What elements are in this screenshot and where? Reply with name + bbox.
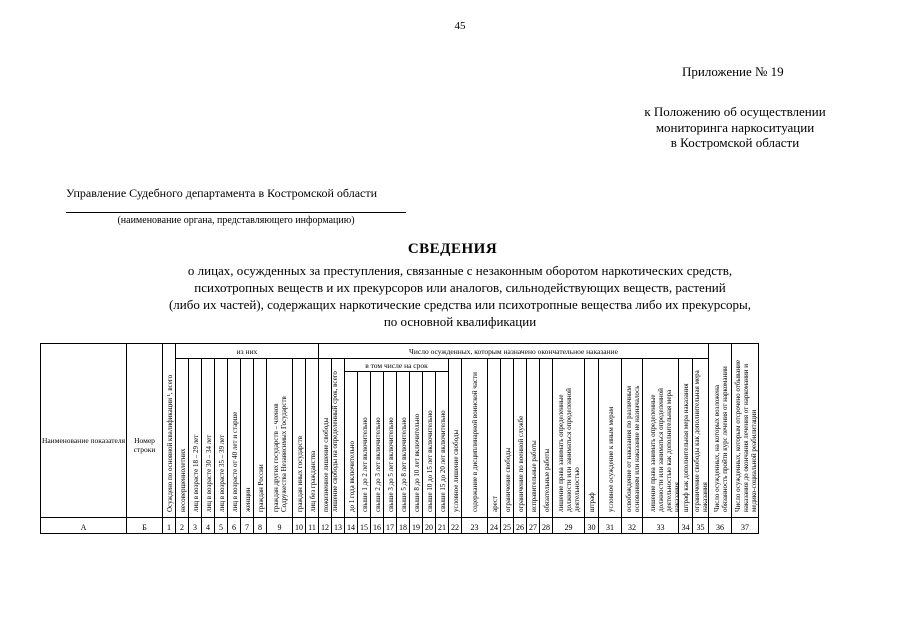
appendix-line-3: в Костромской области (670, 135, 800, 150)
header-col-9 (266, 358, 293, 518)
header-col-27 (526, 358, 540, 518)
footer-col-number: 2 (180, 523, 184, 532)
footer-col-number: 7 (245, 523, 249, 532)
subtitle-line-2: психотропных веществ и их прекурсоров или аналогов, сильнодействующих веществ, растений (194, 280, 726, 295)
footer-col-number: 11 (308, 523, 316, 532)
footer-col-number: 13 (334, 523, 342, 532)
header-col-37-label: Число осужденных, которым отсрочено отбывание наказания до окончания лечения от наркомании и медико-социальной реабилитации (733, 360, 758, 512)
footer-col-number: 32 (628, 523, 636, 532)
footer-col-number: 3 (193, 523, 197, 532)
footer-col-number: 27 (529, 523, 537, 532)
header-col-6-label: лиц в возрасте от 40 лет и старше (230, 411, 239, 512)
footer-col-26 (513, 517, 527, 534)
footer-col-31 (598, 517, 622, 534)
footer-col-16 (370, 517, 384, 534)
subtitle-line-3: (либо их частей), содержащих наркотические средства или психотропные вещества либо их прекурсоры, (168, 297, 752, 312)
header-col-8 (253, 358, 267, 518)
header-col-11-label: лиц без гражданства (308, 450, 317, 512)
footer-col-5 (214, 517, 228, 534)
footer-col-24 (487, 517, 501, 534)
header-col-23 (461, 358, 488, 518)
header-col-17 (383, 371, 397, 518)
group-of-them-label: из них (236, 347, 258, 356)
report-title: СВЕДЕНИЯ (407, 241, 498, 257)
footer-col-9 (266, 517, 293, 534)
footer-col-29 (552, 517, 585, 534)
footer-label-b-text: Б (142, 523, 147, 532)
footer-col-number: 12 (321, 523, 329, 532)
header-col-14-label: до 1 года включительно (347, 440, 356, 512)
footer-col-number: 19 (412, 523, 420, 532)
header-col-12-label: пожизненное лишение свободы (321, 417, 330, 512)
footer-col-3 (188, 517, 202, 534)
footer-col-number: 36 (716, 523, 724, 532)
footer-col-13 (331, 517, 345, 534)
organization-caption: (наименование органа, представляющего информацию) (117, 215, 355, 226)
header-col-11 (305, 358, 319, 518)
footer-col-12 (318, 517, 332, 534)
header-col-8-label: граждан России (256, 464, 265, 512)
footer-col-32 (621, 517, 643, 534)
header-col-7 (240, 358, 254, 518)
footer-col-number: 16 (373, 523, 381, 532)
subtitle-line-4: по основной квалификации (383, 314, 537, 329)
footer-label-b (126, 517, 163, 534)
footer-col-number: 15 (360, 523, 368, 532)
footer-col-14 (344, 517, 358, 534)
footer-col-number: 24 (490, 523, 498, 532)
header-col-31 (598, 358, 622, 518)
footer-col-1 (162, 517, 176, 534)
header-col-13-label: лишение свободы на определенный срок, всего (330, 371, 339, 512)
header-col-3-label: лиц в возрасте 18 – 29 лет (191, 434, 200, 512)
header-col-33 (642, 358, 679, 518)
footer-col-11 (305, 517, 319, 534)
footer-col-8 (253, 517, 267, 534)
header-col-15 (357, 371, 371, 518)
header-col-29-label: лишение права занимать определенные должности или заниматься определенной деятельностью (557, 388, 581, 512)
appendix-title: Приложение № 19 (682, 64, 784, 79)
header-row-number-label: Номер строки (133, 436, 156, 454)
header-col-9-label: граждан других государств – членов Содружества Независимых Государств (272, 396, 288, 512)
footer-col-22 (448, 517, 462, 534)
header-col-37 (731, 343, 759, 518)
header-col-13 (331, 358, 345, 518)
header-col-27-label: исправительные работы (529, 440, 538, 512)
footer-col-37 (731, 517, 759, 534)
header-col-18 (396, 371, 410, 518)
footer-col-10 (292, 517, 306, 534)
appendix-reference (600, 104, 870, 151)
header-col-22-label: условное лишение свободы (451, 429, 460, 512)
header-col-30-label: штраф (588, 492, 596, 512)
appendix-line-1: к Положению об осуществлении (644, 104, 826, 119)
group-term (344, 358, 449, 372)
header-col-36-label: Число осужденных, на которых возложена обязанность пройти курс лечения от наркомании (712, 366, 729, 512)
header-col-21 (435, 371, 449, 518)
footer-col-6 (227, 517, 241, 534)
appendix-line-2: мониторинга наркоситуации (655, 119, 815, 135)
footer-col-number: 8 (258, 523, 262, 532)
footer-col-number: 18 (399, 523, 407, 532)
footer-col-18 (396, 517, 410, 534)
header-col-34-label: штраф как дополнительная мера наказания (682, 383, 690, 512)
header-col-4-label: лиц в возрасте 30 – 34 лет (204, 434, 213, 512)
header-col-32-label: освобождение от наказания по различным основаниям или наказание не назначалось (624, 385, 641, 512)
footer-col-28 (539, 517, 553, 534)
footer-col-number: 26 (516, 523, 524, 532)
footer-col-19 (409, 517, 423, 534)
footer-col-number: 20 (425, 523, 433, 532)
header-col-29 (552, 358, 585, 518)
footer-col-number: 29 (564, 523, 573, 532)
header-col-36 (708, 343, 732, 518)
footer-col-35 (692, 517, 709, 534)
header-col-32 (621, 358, 643, 518)
header-col-34 (678, 358, 693, 518)
header-col-10 (292, 358, 306, 518)
header-col-31-label: условное осуждение к иным мерам (606, 406, 615, 512)
header-col-6 (227, 358, 241, 518)
group-sentenced (318, 343, 709, 359)
footer-col-34 (678, 517, 693, 534)
footer-col-17 (383, 517, 397, 534)
header-indicator (40, 343, 127, 518)
header-col-3 (188, 358, 202, 518)
header-col-12 (318, 358, 332, 518)
header-col-21-label: свыше 15 до 20 лет включительно (438, 410, 447, 512)
header-col-25 (500, 358, 514, 518)
report-subtitle (90, 262, 830, 330)
page-number: 45 (454, 20, 466, 32)
header-col-33-label: лишение права занимать определенные должности или заниматься определенной деятельностью как дополнительная мера наказания (649, 388, 681, 512)
header-col-19-label: свыше 8 до 10 лет включительно (412, 413, 421, 512)
organization-name: Управление Судебного департамента в Костромской области (66, 186, 378, 200)
header-col-35-label: ограничение свободы как дополнительная мера наказания (693, 370, 709, 512)
header-col-16-label: свыше 2 до 3 лет включительно (373, 417, 382, 512)
header-col-15-label: свыше 1 до 2 лет включительно (360, 417, 369, 512)
header-col-25-label: ограничение свободы (503, 447, 512, 512)
footer-col-number: 23 (470, 523, 479, 532)
footer-col-number: 1 (167, 523, 171, 532)
header-col-26-label: ограничение по военной службе (516, 415, 525, 512)
footer-col-27 (526, 517, 540, 534)
footer-col-2 (175, 517, 189, 534)
header-col-2-label: несовершеннолетних (178, 448, 187, 512)
footer-col-number: 28 (542, 523, 550, 532)
header-col-22 (448, 358, 462, 518)
footer-col-33 (642, 517, 679, 534)
footer-col-number: 6 (232, 523, 236, 532)
footer-col-number: 9 (277, 523, 282, 532)
header-col-17-label: свыше 3 до 5 лет включительно (386, 417, 395, 512)
group-term-label: в том числе на срок (365, 361, 428, 370)
header-col-5 (214, 358, 228, 518)
footer-col-number: 31 (606, 523, 614, 532)
footer-col-21 (435, 517, 449, 534)
footer-col-number: 14 (347, 523, 355, 532)
footer-col-number: 10 (295, 523, 303, 532)
footer-col-20 (422, 517, 436, 534)
header-col-20-label: свыше 10 до 15 лет включительно (425, 410, 434, 512)
footer-col-30 (584, 517, 599, 534)
header-col-24 (487, 358, 501, 518)
header-col-24-label: арест (490, 495, 499, 512)
footer-col-23 (461, 517, 488, 534)
footer-col-36 (708, 517, 732, 534)
header-row-number (126, 343, 163, 518)
footer-col-15 (357, 517, 371, 534)
group-sentenced-label: Число осужденных, которым назначено окончательное наказание (409, 347, 618, 356)
footer-col-number: 4 (206, 523, 210, 532)
header-col-2 (175, 358, 189, 518)
footer-label-a-text: А (80, 523, 87, 532)
footer-col-number: 34 (681, 523, 690, 532)
header-col-20 (422, 371, 436, 518)
header-col-30 (584, 358, 599, 518)
header-col-18-label: свыше 5 до 8 лет включительно (399, 417, 408, 512)
group-of-them (175, 343, 319, 359)
footer-col-number: 5 (219, 523, 223, 532)
header-col-7-label: женщин (243, 487, 252, 512)
footer-col-number: 37 (741, 523, 749, 532)
footer-col-4 (201, 517, 215, 534)
header-col-5-label: лиц в возрасте 35 – 39 лет (217, 434, 226, 512)
organization-underline (66, 212, 406, 213)
header-indicator-label: Наименование показателя (41, 436, 126, 445)
subtitle-line-1: о лицах, осужденных за преступления, связанные с незаконным оборотом наркотических средств, (187, 263, 733, 278)
header-col-1 (162, 343, 176, 518)
footer-col-25 (500, 517, 514, 534)
header-col-26 (513, 358, 527, 518)
footer-col-number: 25 (503, 523, 511, 532)
header-col-28 (539, 358, 553, 518)
footer-col-number: 21 (438, 523, 446, 532)
header-col-4 (201, 358, 215, 518)
header-col-35 (692, 358, 709, 518)
footer-col-number: 17 (386, 523, 394, 532)
header-col-28-label: обязательные работы (542, 448, 551, 512)
footer-col-7 (240, 517, 254, 534)
header-col-14 (344, 371, 358, 518)
header-col-1-label: Осуждено по основной квалификации ¹, всего (165, 374, 174, 512)
footer-col-number: 35 (696, 523, 705, 532)
header-col-23-label: содержание в дисциплинарной воинской части (471, 372, 479, 512)
header-col-10-label: граждан иных государств (295, 435, 304, 512)
footer-label-a (40, 517, 127, 534)
footer-col-number: 30 (587, 523, 596, 532)
footer-col-number: 33 (656, 523, 665, 532)
footer-col-number: 22 (451, 523, 459, 532)
header-col-16 (370, 371, 384, 518)
header-col-19 (409, 371, 423, 518)
